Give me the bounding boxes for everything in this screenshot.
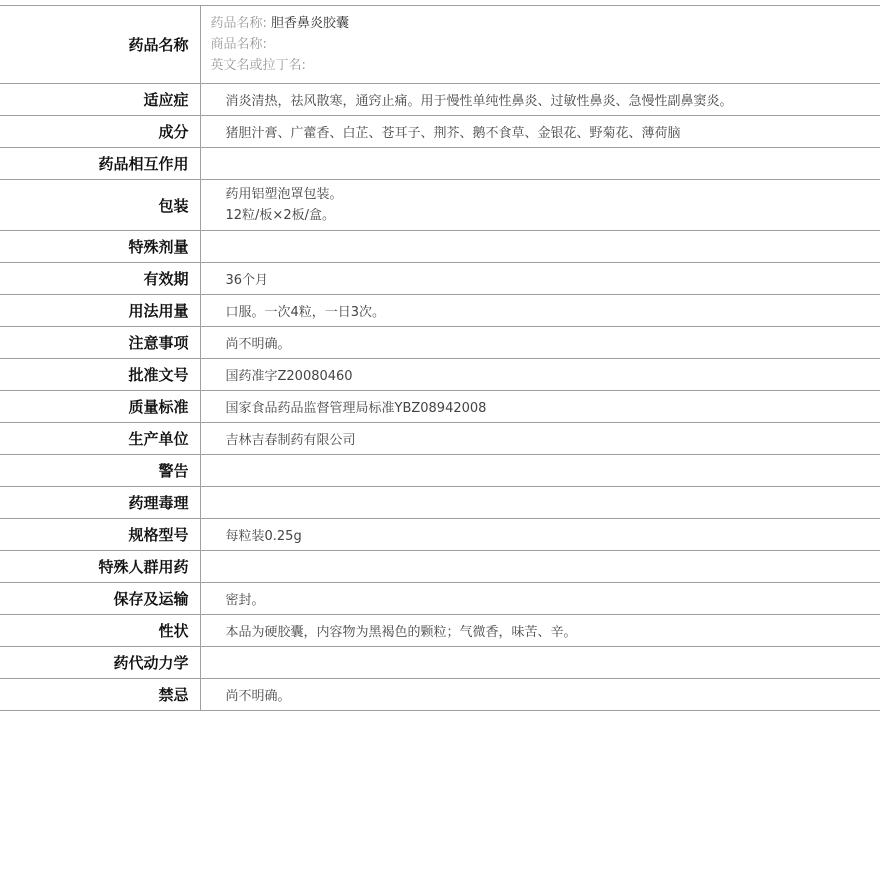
row-value [200,231,880,263]
row-label: 特殊剂量 [0,231,200,263]
row-label: 保存及运输 [0,583,200,615]
spec-row-specification [0,519,880,551]
row-value [200,455,880,487]
spec-row-ingredients [0,116,880,148]
row-value: 国药准字Z20080460 [200,359,880,391]
spec-row-drug-name [0,6,880,84]
row-label: 质量标准 [0,391,200,423]
row-value: 36个月 [200,263,880,295]
row-label: 药品相互作用 [0,148,200,180]
row-value [200,180,880,231]
row-label: 批准文号 [0,359,200,391]
row-value: 每粒装0.25g [200,519,880,551]
row-value [200,551,880,583]
spec-row-precautions [0,327,880,359]
spec-row-packaging [0,180,880,231]
spec-row-contraindications [0,679,880,711]
row-value: 尚不明确。 [200,327,880,359]
spec-row-quality-standard [0,391,880,423]
row-label: 用法用量 [0,295,200,327]
row-value [200,647,880,679]
row-value [200,487,880,519]
row-label: 规格型号 [0,519,200,551]
row-value: 本品为硬胶囊，内容物为黑褐色的颗粒；气微香，味苦、辛。 [200,615,880,647]
row-value: 密封。 [200,583,880,615]
spec-row-special-dosage [0,231,880,263]
row-label: 性状 [0,615,200,647]
spec-row-indications [0,84,880,116]
row-value: 国家食品药品监督管理局标准YBZ08942008 [200,391,880,423]
spec-row-special-populations [0,551,880,583]
row-value: 猪胆汁膏、广藿香、白芷、苍耳子、荆芥、鹅不食草、金银花、野菊花、薄荷脑 [200,116,880,148]
row-value [200,148,880,180]
row-label: 药理毒理 [0,487,200,519]
spec-row-description [0,615,880,647]
row-label: 成分 [0,116,200,148]
row-label: 警告 [0,455,200,487]
spec-row-pharmacology [0,487,880,519]
latin-name-key: 英文名或拉丁名: [210,58,306,73]
row-value: 口服。一次4粒，一日3次。 [200,295,880,327]
spec-row-manufacturer [0,423,880,455]
row-label: 药代动力学 [0,647,200,679]
generic-name-value: 胆香鼻炎胶囊 [271,16,350,31]
packaging-line: 12粒/板×2板/盒。 [225,208,335,223]
row-label: 有效期 [0,263,200,295]
spec-row-interactions [0,148,880,180]
drug-name-block [200,6,880,84]
spec-row-approval-number [0,359,880,391]
trade-name-key: 商品名称: [210,37,267,52]
row-label: 药品名称 [0,6,200,84]
row-value: 尚不明确。 [200,679,880,711]
row-label: 生产单位 [0,423,200,455]
spec-row-dosage [0,295,880,327]
spec-row-storage [0,583,880,615]
drug-spec-table [0,5,880,711]
generic-name-key: 药品名称: [210,16,267,31]
spec-row-shelf-life [0,263,880,295]
row-label: 禁忌 [0,679,200,711]
spec-row-pharmacokinetics [0,647,880,679]
trade-name-line [211,34,880,55]
latin-name-line [211,55,880,76]
row-label: 包装 [0,180,200,231]
row-label: 特殊人群用药 [0,551,200,583]
generic-name-line [211,13,880,34]
row-label: 适应症 [0,84,200,116]
packaging-line: 药用铝塑泡罩包装。 [225,187,343,202]
spec-row-warning [0,455,880,487]
row-value: 吉林吉春制药有限公司 [200,423,880,455]
row-value: 消炎清热，祛风散寒，通窍止痛。用于慢性单纯性鼻炎、过敏性鼻炎、急慢性副鼻窦炎。 [200,84,880,116]
row-label: 注意事项 [0,327,200,359]
